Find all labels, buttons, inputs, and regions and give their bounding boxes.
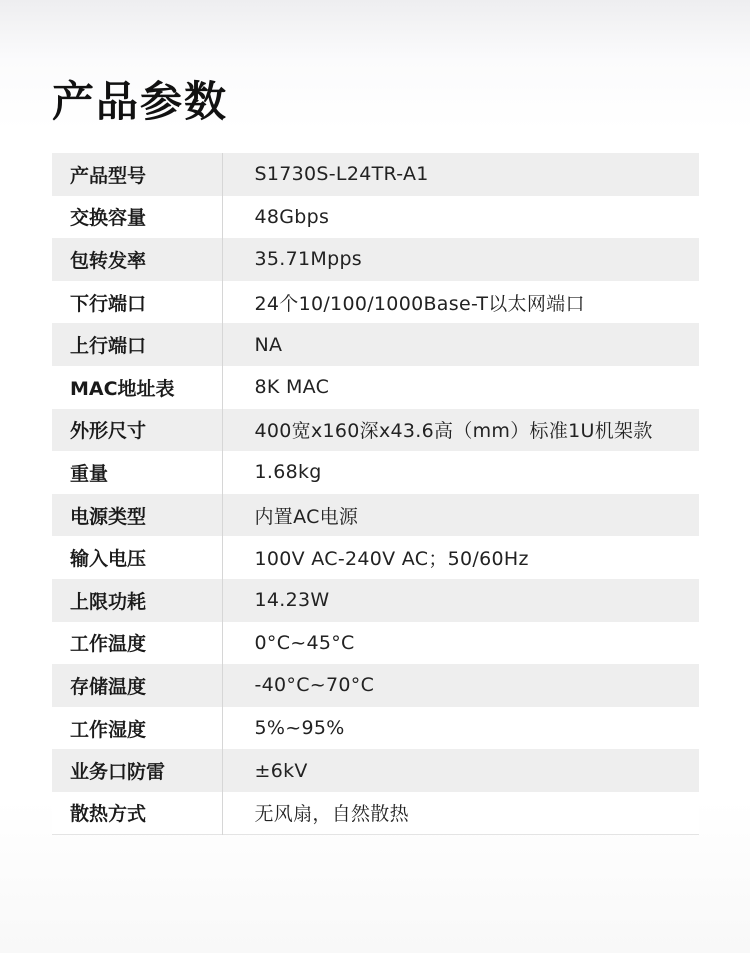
spec-label: 产品型号 — [52, 153, 222, 196]
spec-value: 1.68kg — [254, 461, 322, 484]
spec-value: 0°C~45°C — [254, 631, 355, 654]
spec-value: S1730S-L24TR-A1 — [254, 163, 429, 186]
spec-value: 100V AC-240V AC；50/60Hz — [254, 548, 529, 571]
spec-table — [52, 153, 699, 835]
spec-label: 上限功耗 — [52, 579, 222, 622]
spec-label: 重量 — [52, 451, 222, 494]
spec-label: 上行端口 — [52, 323, 222, 366]
spec-value: 内置AC电源 — [254, 505, 359, 528]
spec-value: 8K MAC — [254, 376, 330, 399]
spec-label: 外形尺寸 — [52, 409, 222, 452]
table-row — [52, 749, 699, 792]
table-row — [52, 792, 699, 835]
spec-label: MAC地址表 — [52, 366, 222, 409]
spec-value: 14.23W — [254, 589, 330, 612]
spec-label: 工作温度 — [52, 622, 222, 665]
spec-value: ±6kV — [254, 759, 308, 782]
table-row — [52, 281, 699, 324]
spec-value: NA — [254, 333, 283, 356]
page-title: 产品参数 — [52, 77, 229, 126]
table-row — [52, 451, 699, 494]
table-row — [52, 707, 699, 750]
table-row — [52, 622, 699, 665]
table-row — [52, 664, 699, 707]
spec-label: 业务口防雷 — [52, 749, 222, 792]
spec-label: 输入电压 — [52, 536, 222, 579]
spec-label: 包转发率 — [52, 238, 222, 281]
spec-label: 工作湿度 — [52, 707, 222, 750]
table-row — [52, 196, 699, 239]
spec-label: 交换容量 — [52, 196, 222, 239]
spec-value: 无风扇，自然散热 — [254, 803, 409, 826]
spec-value: 35.71Mpps — [254, 248, 363, 271]
table-row — [52, 323, 699, 366]
table-row — [52, 579, 699, 622]
table-row — [52, 366, 699, 409]
spec-value: -40°C~70°C — [254, 674, 375, 697]
table-row — [52, 494, 699, 537]
spec-label: 下行端口 — [52, 281, 222, 324]
spec-value: 400宽x160深x43.6高（mm）标准1U机架款 — [254, 420, 653, 443]
table-row — [52, 238, 699, 281]
table-row — [52, 153, 699, 196]
table-row — [52, 409, 699, 452]
spec-value: 48Gbps — [254, 205, 330, 228]
spec-label: 电源类型 — [52, 494, 222, 537]
spec-label: 散热方式 — [52, 792, 222, 835]
spec-label: 存储温度 — [52, 664, 222, 707]
spec-value: 5%~95% — [254, 717, 345, 740]
table-row — [52, 536, 699, 579]
spec-value: 24个10/100/1000Base-T以太网端口 — [254, 292, 585, 315]
spec-table-body — [52, 153, 699, 835]
